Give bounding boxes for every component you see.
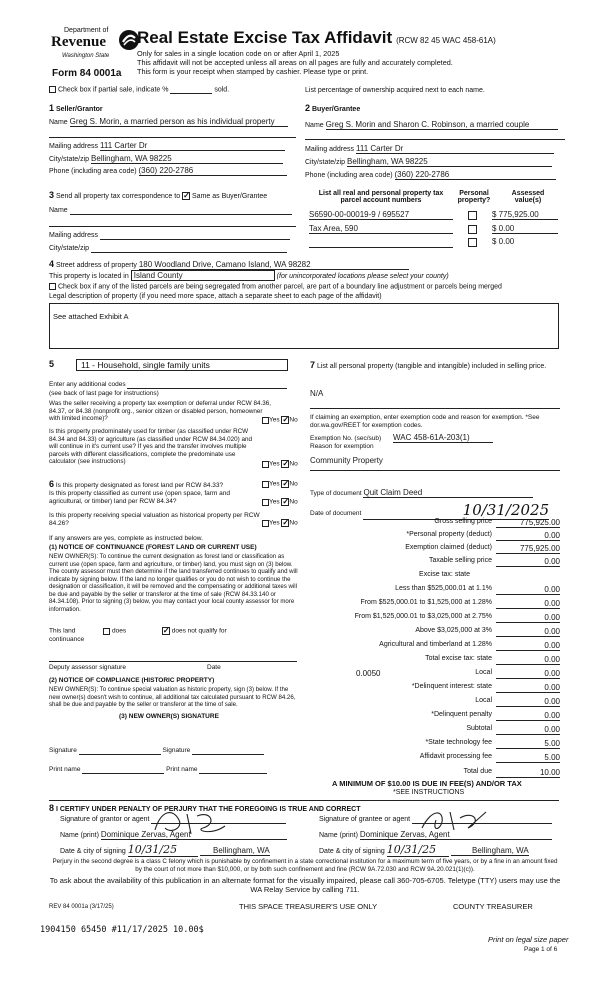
section3-city-field[interactable] [91,245,287,253]
s6q2-no-checkbox[interactable]: ✓ [282,497,290,506]
header-line2: This affidavit will not be accepted unless all areas on all pages are fully and accurately completed. [137,58,453,67]
parcel-number[interactable]: S6590-00-00019-9 / 695527 [309,210,453,220]
tax-row-value[interactable]: 5.00 [496,739,560,749]
additional-codes-field[interactable] [127,381,287,389]
exemption-text: If claiming an exemption, enter exemption code and reason for exemption. *See dor.wa.gov/REET for exemption codes. [310,414,540,429]
grantor-date-label: Date & city of signing [60,848,126,855]
located-row [49,270,449,281]
assessed-value[interactable]: $ 775,925.00 [492,210,558,220]
grantee-name-field[interactable]: Dominique Zervas, Agent [360,830,552,840]
tax-row-value[interactable]: 0.00 [496,557,560,567]
section7-label: List all personal property (tangible and intangible) included in selling price. [316,363,547,370]
section5-q2: Is this property predominately used for timber (as classified under RCW 84.34 and 84.33) or agriculture (as classified under RCW 84.34.020) and will continue in it's current use? If yes and the transfer involves multiple parcels with different classifications, complete the predominate use calculator (see instructions) [49,428,253,465]
q1-no-label: No [289,416,298,424]
form-number: Form 84 0001a [52,68,122,79]
county-treasurer: COUNTY TREASURER [453,902,533,911]
buyer-city-row [305,157,565,167]
tax-row-label: Subtotal [466,725,492,732]
buyer-mailing-field[interactable]: 111 Carter Dr [356,144,554,154]
grantee-date-row [319,843,529,857]
personal-property-checkbox[interactable] [468,238,477,247]
street-row [49,259,409,270]
reason-line [310,470,560,471]
section3-city-label: City/state/zip [49,245,90,252]
grantee-name-label: Name (print) [319,832,358,839]
tax-row-value[interactable]: 0.00 [496,641,560,651]
new-owner-sig2-label: Signature [162,747,191,754]
section5-q2-answer [262,460,298,468]
ownership-note: List percentage of ownership acquired next to each name. [305,87,485,94]
segregated-label: Check box if any of the listed parcels are being segregated from another parcel, are part of a boundary line adjustment or parcels being merged [57,283,502,291]
s6q3-yes-label: Yes [269,519,280,527]
seller-name-row [49,117,296,127]
notice1-heading: (1) NOTICE OF CONTINUANCE (FOREST LAND OR CURRENT USE) [49,544,257,551]
section6-q1-answer [262,480,298,488]
doc-type-field[interactable]: Quit Claim Deed [363,488,533,498]
section3-same-label: Same as Buyer/Grantee [192,193,268,200]
s6q2-yes-label: Yes [269,498,280,506]
tax-row-value[interactable]: 0.00 [496,627,560,637]
tax-row-value[interactable]: 5.00 [496,753,560,763]
tax-row-label: From $1,525,000.01 to $3,025,000 at 2.75% [354,613,492,620]
legal-description-box[interactable] [49,303,559,349]
personal-property-checkbox[interactable] [468,211,477,220]
tax-row-label: *Delinquent penalty [431,711,492,718]
county-select[interactable]: Island County [131,270,275,281]
tax-row-label: Gross selling price [434,518,492,525]
agency-state: Washington State [62,53,110,59]
exemption-no-row [310,433,493,443]
notice2-text: NEW OWNER(S): To continue special valuation as historic property, sign (3) below. If the new owner(s) doesn't wish to continue, all additional tax calculated pursuant to RCW 84.26, shall be due and payable by the seller or transferor at the time of sale. [49,686,296,708]
q2-yes-label: Yes [269,460,280,468]
doc-type-label: Type of document [310,490,362,497]
tax-row-label: Above $3,025,000 at 3% [415,627,492,634]
tax-row-value[interactable]: 0.00 [496,613,560,623]
header-line1: Only for sales in a single location code on or after April 1, 2025 [137,49,340,58]
parcel-row [309,210,563,222]
deputy-signature-line [49,661,297,662]
partial-sale-checkbox[interactable] [49,86,56,93]
new-owner-sig-label: Signature [49,747,77,754]
buyer-name-line2 [305,139,565,140]
new-owner-print-label: Print name [49,766,81,773]
s6q1-yes-checkbox[interactable] [262,481,269,488]
seller-name-field[interactable]: Greg S. Morin, a married person as his individual property [70,117,288,127]
grantee-date-label: Date & city of signing [319,848,385,855]
parcel-row [309,224,563,236]
seller-phone-field[interactable]: (360) 220-2786 [139,166,287,176]
section3-text: Send all property tax correspondence to [55,193,181,200]
section6-num: 6 [49,479,55,489]
notice1-text: NEW OWNER(S): To continue the current designation as forest land or classification as current use (open space, farm and agriculture, or timber) land, you must sign on (3) below. The county assessor must then determine if the land transferred continues to qualify and will indicate by signing below. If the land no longer qualifies or you do not wish to continue the designation or classification, it will be removed and the compensating or additional taxes will be due and payable by the seller or transferor at the time of sale (RCW 84.33.140 or 84.34.108). Prior to signing (3) below, you may contact your local county assessor for more information. [49,553,298,613]
exemption-no-field[interactable]: WAC 458-61A-203(1) [393,433,493,443]
tax-row-value[interactable]: 0.00 [496,531,560,541]
grantor-date-row [60,843,270,857]
section6-q3-answer [262,519,298,527]
new-owner-print2-label: Print name [166,766,198,773]
tax-row-label: Less than $525,000.01 at 1.1% [395,585,492,592]
section3-name-row [49,207,296,215]
treasurer-use-only: THIS SPACE TREASURER'S USE ONLY [239,902,378,911]
assessed-value[interactable]: $ 0.00 [492,237,515,246]
form-title-text: Real Estate Excise Tax Affidavit [137,28,393,47]
reason-field[interactable]: Community Property [310,456,383,465]
personal-property-line [310,408,560,409]
grantee-city-field[interactable]: Bellingham, WA [451,846,529,856]
seller-mailing-field[interactable]: 111 Carter Dr [100,141,285,151]
header-line3: This form is your receipt when stamped by cashier. Please type or print. [137,67,369,76]
grantor-name-label: Name (print) [60,832,99,839]
section6-q2-answer [262,498,298,506]
local-rate: 0.0050 [356,669,381,678]
s6q1-no-checkbox[interactable]: ✓ [282,479,290,488]
legal-label: Legal description of property (if you need more space, attach a separate sheet to each page of the affidavit) [49,293,382,300]
agency-name: Revenue [51,34,106,50]
alt-format-notice: To ask about the availability of this publication in an alternate format for the visually impaired, please call 360-705-6705. Teletype (TTY) users may use the WA Relay Service by calling 711. [49,876,561,894]
legal-description-text: See attached Exhibit A [53,312,129,321]
partial-sale-percent[interactable] [170,86,212,94]
tax-row-value[interactable]: 0.00 [496,655,560,665]
seller-phone-row [49,166,296,176]
q2-no-checkbox[interactable]: ✓ [282,459,290,468]
tax-row-label: Exemption claimed (deduct) [405,544,492,551]
section3-name-line2 [49,226,296,227]
partial-sale-sold: sold. [214,86,230,94]
buyer-name-field[interactable]: Greg S. Morin and Sharon C. Robinson, a married couple [326,120,558,130]
grantor-date-field[interactable]: 10/31/25 [128,843,198,857]
page-number: Page 1 of 6 [524,946,558,953]
seller-name-line2 [49,137,296,138]
tax-row-value[interactable]: 10.00 [496,768,560,778]
minimum-due-notice: A MINIMUM OF $10.00 IS DUE IN FEE(S) AND/OR TAX [332,779,522,788]
does-not-label: does not qualify for [171,627,227,635]
section6-q1: Is this property designated as forest land per RCW 84.33? [55,482,224,489]
this-land-label: This land [49,627,76,635]
seller-num: 1 [49,103,55,113]
same-as-buyer-checkbox[interactable]: ✓ [183,191,190,201]
additional-codes-label: Enter any additional codes [49,381,126,388]
q1-yes-label: Yes [269,416,280,424]
personal-property-value[interactable]: N/A [310,389,324,398]
section3-name-label: Name [49,207,68,214]
tax-row-value[interactable]: 0.00 [496,599,560,609]
grantee-sig-label: Signature of grantee or agent [319,816,411,823]
seller-phone-label: Phone (including area code) [49,168,137,175]
seller-city-row [49,154,296,164]
notice3-heading: (3) NEW OWNER(S) SIGNATURE [119,713,219,720]
tax-row-value[interactable]: 0.00 [496,725,560,735]
grantor-sig-label: Signature of grantor or agent [60,816,150,823]
tax-row-label: From $525,000.01 to $1,525,000 at 1.28% [360,599,492,606]
section8-num: 8 [49,803,55,813]
section3-name-field[interactable] [70,207,292,215]
tax-row-label: *Personal property (deduct) [406,531,492,538]
section6-if-yes: If any answers are yes, complete as instructed below. [49,535,203,542]
doc-type-row [310,488,533,498]
seller-name-label: Name [49,119,68,126]
s6q3-no-checkbox[interactable]: ✓ [282,518,290,527]
deputy-signature-label: Deputy assessor signature [49,664,126,671]
personal-col-header: Personal property? [457,190,491,204]
see-instructions: *SEE INSTRUCTIONS [393,789,465,796]
section3-mailing-field[interactable] [100,232,290,240]
tax-row-value[interactable]: 0.00 [496,585,560,595]
parcel-number[interactable] [309,237,453,248]
s6q3-yes-checkbox[interactable] [262,520,269,527]
buyer-heading [305,103,360,113]
buyer-phone-label: Phone (including area code) [305,172,393,179]
section6-q3: Is this property receiving special valuation as historical property per RCW 84.26? [49,512,260,527]
grantor-name-field[interactable]: Dominique Zervas, Agent [101,830,287,840]
tax-row-value[interactable]: 0.00 [496,711,560,721]
form-title [137,28,496,48]
assessed-value[interactable]: $ 0.00 [492,224,558,234]
parcel-row [309,237,563,249]
buyer-name-label: Name [305,122,324,129]
seller-mailing-row [49,141,296,151]
tax-table [310,518,560,778]
tax-row-value[interactable]: 0.00 [496,669,560,679]
notice2-heading: (2) NOTICE OF COMPLIANCE (HISTORIC PROPERTY) [49,677,215,684]
tax-row-value[interactable]: 775,925.00 [496,518,560,528]
section3-heading [49,190,267,200]
section3-mailing-label: Mailing address [49,232,99,239]
perjury-notice: Perjury in the second degree is a class C felony which is punishable by confinement in a state correctional institution for a maximum term of five years, or by a fine in an amount fixed by the court of not more than $10,000, or by both such confinement and fine (RCW 9A.72.030 and RCW 9A.20.021(1)(c)). [52,858,558,873]
tax-row-label: *Delinquent interest: state [411,683,492,690]
seller-heading-text: Seller/Grantor [55,106,103,113]
legal-paper-note: Print on legal size paper [488,935,569,944]
doc-date-value: 10/31/2025 [462,501,550,519]
buyer-phone-field[interactable]: (360) 220-2786 [395,170,556,180]
form-rcw: (RCW 82 45 WAC 458-61A) [396,36,496,45]
parcel-number[interactable]: Tax Area, 590 [309,224,453,234]
street-label: Street address of property [55,262,137,269]
buyer-city-label: City/state/zip [305,159,346,166]
does-checkbox[interactable] [103,628,110,635]
personal-property-checkbox[interactable] [468,225,477,234]
section6-q2: Is this property classified as current use (open space, farm and agricultural, or timber) land per RCW 84.34? [49,490,231,505]
grantor-sig-field[interactable] [151,816,286,824]
buyer-mailing-label: Mailing address [305,146,355,153]
tax-row-label: Total excise tax: state [425,655,492,662]
this-land-row [49,627,299,635]
assessed-col-header: Assessed value(s) [511,190,545,204]
buyer-heading-text: Buyer/Grantee [311,106,361,113]
buyer-city-field[interactable]: Bellingham, WA 98225 [347,157,552,167]
tax-row-label: Taxable selling price [428,557,492,564]
tax-row-label: Local [475,697,492,704]
s6q3-no-label: No [289,519,298,527]
deputy-date-label: Date [207,664,221,671]
grantor-city-field[interactable]: Bellingham, WA [200,846,270,856]
section7-text [310,360,560,372]
parcel-col-header: List all real and personal property tax parcel account numbers [318,190,444,204]
section5-q1: Was the seller receiving a property tax exemption or deferral under RCW 84.36, 84.37, or 84.38 (nonprofit org., senior citizen or disabled person, homeowner with limited income)? [49,400,272,422]
seller-mailing-label: Mailing address [49,143,99,150]
new-owner-sig-field[interactable] [79,747,161,755]
section4-num: 4 [49,259,55,269]
additional-codes-row [49,381,287,389]
seller-heading [49,103,103,113]
tax-row-label: Affidavit processing fee [419,753,492,760]
grantee-date-field[interactable]: 10/31/25 [387,843,449,857]
buyer-name-row [305,120,565,130]
reason-label: Reason for exemption [310,443,374,450]
tax-row-label: *State technology fee [425,739,492,746]
seller-city-field[interactable]: Bellingham, WA 98225 [91,154,283,164]
receipt-stamp: 1904150 65450 #11/17/2025 10.00$ [40,925,204,935]
new-owner-print-row [49,766,299,774]
new-owner-print2-field[interactable] [199,766,267,774]
grantor-sig-row [60,816,286,824]
street-field[interactable]: 180 Woodland Drive, Camano Island, WA 98282 [139,260,409,270]
grantee-sig-row [319,816,552,824]
tax-row-value[interactable]: 0.00 [496,683,560,693]
continuance-label: continuance [49,636,85,643]
section8-top-line [49,800,559,801]
section3-city-row [49,245,296,253]
does-label: does [112,627,127,635]
does-not-checkbox[interactable]: ✓ [162,626,170,635]
tax-row-label: Total due [463,768,492,775]
located-note: (for unincorporated locations please select your county) [276,273,449,280]
partial-sale-label: Check box if partial sale, indicate % [57,86,169,94]
grantor-name-row [60,830,287,840]
segregated-checkbox[interactable] [49,283,56,290]
tax-row-value[interactable]: 0.00 [496,697,560,707]
new-owner-sig2-field[interactable] [192,747,264,755]
agency-logo [46,27,136,69]
s6q2-yes-checkbox[interactable] [262,499,269,506]
tax-row-value[interactable]: 775,925.00 [496,544,560,554]
agency-line1: Department of [64,27,109,34]
new-owner-print-field[interactable] [82,766,164,774]
grantee-sig-field[interactable] [412,816,552,824]
grantee-name-row [319,830,552,840]
q2-no-label: No [289,460,298,468]
q2-yes-checkbox[interactable] [262,461,269,468]
tax-row-label: Excise tax: state [419,571,470,578]
q1-yes-checkbox[interactable] [262,417,269,424]
buyer-mailing-row [305,144,565,154]
buyer-phone-row [305,170,565,180]
exemption-no-label: Exemption No. (sec/sub) [310,435,382,442]
use-code-select[interactable]: 11 - Household, single family units [76,359,288,371]
s6q1-yes-label: Yes [269,480,280,488]
partial-sale-row [49,86,229,94]
section5-num: 5 [49,359,55,369]
buyer-num: 2 [305,103,311,113]
segregated-row [49,283,502,290]
section5-q1-answer [262,416,298,424]
section3-mailing-row [49,232,296,240]
s6q2-no-label: No [289,498,298,506]
doc-date-label: Date of document [310,510,362,517]
new-owner-sig-row [49,747,299,755]
tax-row-label: Agricultural and timberland at 1.28% [379,641,492,648]
additional-codes-note: (see back of last page for instructions) [49,390,159,397]
located-label: This property is located in [49,273,129,280]
rev-number: REV 84 0001a (3/17/25) [49,904,114,910]
section7-num: 7 [310,360,316,370]
q1-no-checkbox[interactable]: ✓ [282,415,290,424]
seller-city-label: City/state/zip [49,156,90,163]
section3-num: 3 [49,190,55,200]
tax-row-label: Local [475,669,492,676]
certify-text: I CERTIFY UNDER PENALTY OF PERJURY THAT THE FOREGOING IS TRUE AND CORRECT [55,806,361,813]
s6q1-no-label: No [289,480,298,488]
